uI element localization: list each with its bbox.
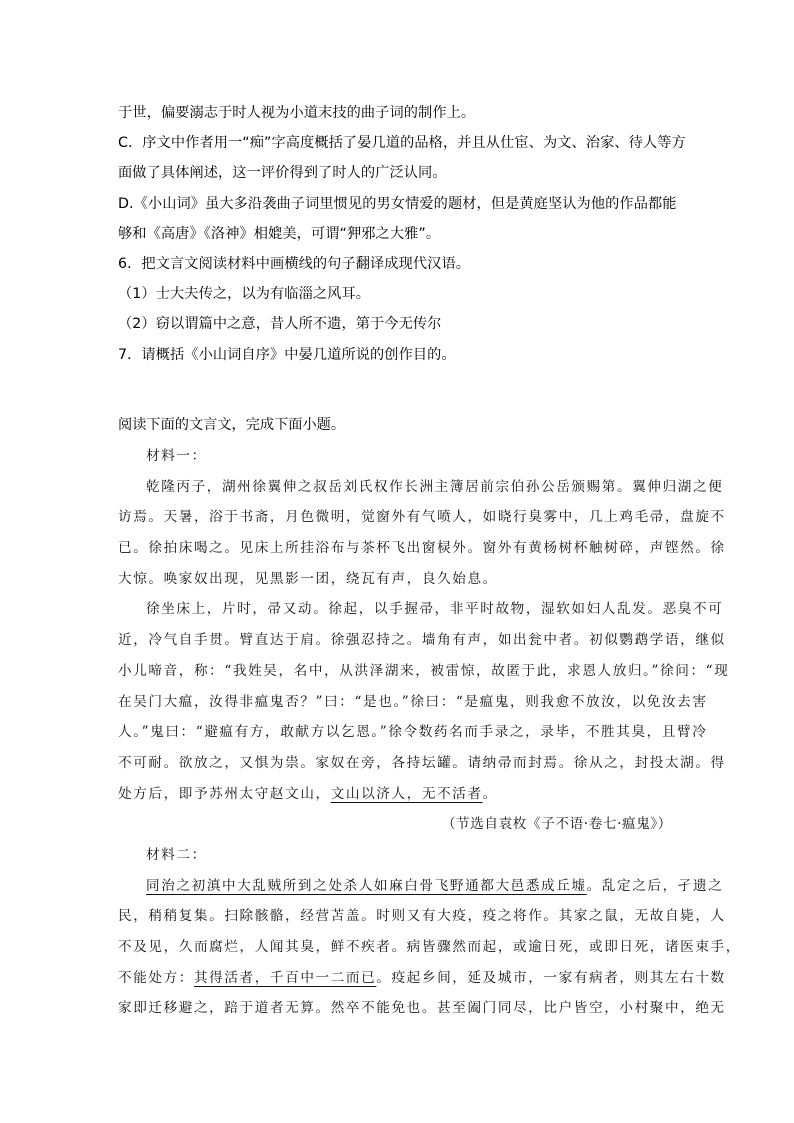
material-1-label: 材料一： (146, 448, 207, 464)
text-segment: 。 (482, 785, 498, 802)
text-segment: 。疫起乡间，延及城市，一家有病者，则其左右十数 (376, 969, 726, 986)
material-1-line: 访焉。天暑，浴于书斋，月色微明，觉窗外有气喷人，如晓行臭雾中，几上鸡毛帚，盘旋不 (118, 509, 726, 526)
material-1-line: 人。”鬼曰：“避瘟有方，敢献方以乞恩。”徐令数药名而手录之，录毕，不胜其臭，且臂冷 (118, 724, 708, 741)
material-1-line: 已。徐拍床喝之。见床上所挂浴布与茶杯飞出窗棂外。窗外有黄杨树杯触树碎，声铿然。徐 (118, 540, 726, 557)
material-2-line: 不及见，久而腐烂，人闻其臭，鲜不疾者。病皆骤然而起，或逾日死，或即日死，诸医束手， (118, 939, 741, 955)
material-1-line: 大惊。唤家奴出现，见黑影一团，绕瓦有声，良久始息。 (118, 570, 498, 587)
material-1-line (118, 779, 684, 810)
material-1-line: 徐坐床上，片时，帚又动。徐起，以手握帚，非平时故物，湿软如妇人乱发。恶臭不可 (146, 601, 724, 618)
option-c-line-2: 面做了具体阐述，这一评价得到了时人的广泛认同。 (118, 165, 447, 182)
material-2-line (118, 963, 726, 994)
material-2-line (118, 871, 724, 902)
text-segment: 不能处方： (118, 969, 194, 986)
material-1-line: 乾隆丙子，湖州徐翼伸之叔岳刘氏权作长洲主簿居前宗伯孙公岳颁赐第。翼伸归湖之便 (146, 478, 724, 495)
material-1-line: 不可耐。欲放之，又惧为祟。家奴在旁，各持坛罐。请纳帚而封焉。徐从之，封投太湖。得 (118, 754, 726, 771)
material-2-line: 民，稍稍复集。扫除骸骼，经营苫盖。时则又有大疫，疫之将作。其家之鼠，无故自毙，人 (118, 908, 726, 925)
question-6: 6．把文言文阅读材料中画横线的句子翻译成现代汉语。 (118, 255, 471, 272)
text-segment: 。乱定之后，孑遗之 (586, 877, 724, 894)
material-2-line: 家即迁移避之，踣于道者无算。然卒不能免也。甚至阖门同尽，比户皆空，小村聚中，绝无 (118, 1000, 726, 1017)
material-1-line: 近，冷气自手贯。臂直达于肩。徐强忍持之。墙角有声，如出瓮中者。初似鹦鹉学语，继似 (118, 632, 726, 649)
material-1-line: 在吴门大瘟，汝得非瘟鬼否？”曰：“是也。”徐曰：“是瘟鬼，则我愈不放汝，以免汝去害 (118, 693, 708, 710)
option-d-line-2: 够和《高唐》《洛神》相媲美，可谓“狎邪之大雅”。 (118, 225, 441, 242)
option-d-line-1: D.《小山词》虽大多沿袭曲子词里惯见的男女情爱的题材，但是黄庭坚认为他的作品都能 (118, 195, 677, 212)
underlined-sentence: 文山以济人，无不活者 (330, 785, 483, 802)
questions-block (118, 98, 684, 370)
underlined-sentence: 同治之初滇中大乱贼所到之处杀人如麻白骨飞野通都大邑悉成丘墟 (146, 877, 587, 894)
material-1-source: （节选自袁枚《子不语·卷七·瘟鬼》） (441, 816, 672, 833)
underlined-sentence: 其得活者，千百中一二而已 (193, 969, 377, 986)
option-c-line-1: C．序文中作者用一“痴”字高度概括了晏几道的品格，并且从仕宦、为文、治家、待人等方 (118, 135, 686, 152)
question-text-line: 于世，偏要溺志于时人视为小道末技的曲子词的制作上。 (118, 105, 476, 121)
material-1-line: 小儿啼音，称：“我姓吴，名中，从洪泽湖来，被雷惊，故匿于此，求恩人放归。”徐问：“现 (118, 662, 730, 679)
text-segment: 处方后，即予苏州太守赵文山， (118, 785, 331, 802)
reading-intro: 阅读下面的文言文，完成下面小题。 (118, 417, 346, 433)
question-6-item-2: （2）窃以谓篇中之意，昔人所不遗，第于今无传尔 (118, 316, 442, 333)
question-7: 7．请概括《小山词自序》中晏几道所说的创作目的。 (118, 346, 456, 363)
material-2-label: 材料二： (146, 846, 207, 863)
question-6-item-1: （1）士大夫传之，以为有临淄之风耳。 (118, 286, 371, 303)
classical-passage (118, 441, 741, 1024)
